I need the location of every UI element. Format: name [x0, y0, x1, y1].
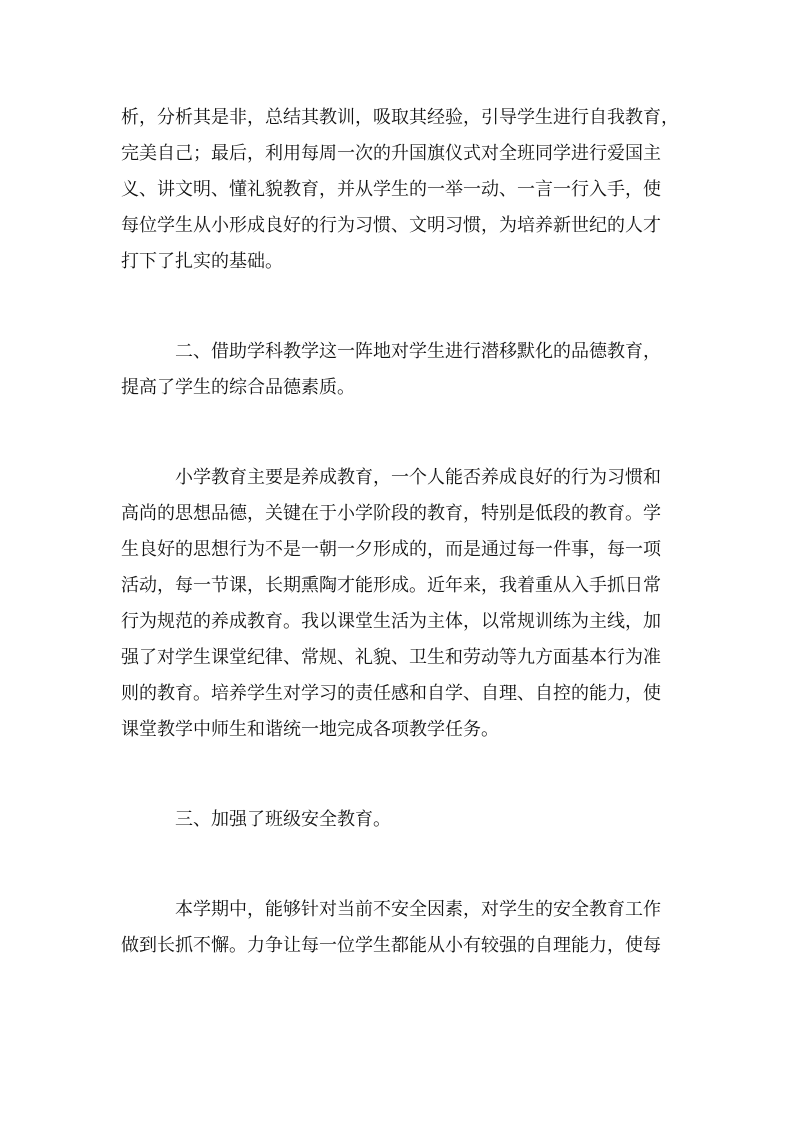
text-line: 每位学生从小形成良好的行为习惯、文明习惯，为培养新世纪的人才 — [121, 215, 661, 236]
section-heading-line: 二、借助学科教学这一阵地对学生进行潜移默化的品德教育， — [175, 341, 661, 362]
paragraph-1 — [121, 100, 679, 280]
text-line: 课堂教学中师生和谐统一地完成各项教学任务。 — [121, 719, 499, 740]
text-line: 高尚的思想品德，关键在于小学阶段的教育，特别是低段的教育。学 — [121, 503, 661, 524]
text-line: 本学期中，能够针对当前不安全因素，对学生的安全教育工作 — [175, 899, 661, 920]
paragraph-4-heading — [121, 802, 673, 838]
section-heading-line: 三、加强了班级安全教育。 — [175, 809, 391, 830]
text-line: 活动，每一节课，长期熏陶才能形成。近年来，我着重从入手抓日常 — [121, 575, 661, 596]
text-line: 义、讲文明、懂礼貌教育，并从学生的一举一动、一言一行入手，使 — [121, 179, 661, 200]
text-line: 小学教育主要是养成教育，一个人能否养成良好的行为习惯和 — [175, 467, 661, 488]
paragraph-5 — [121, 892, 673, 964]
document-body — [121, 100, 679, 964]
paragraph-spacer — [121, 406, 673, 460]
text-line: 析，分析其是非，总结其教训，吸取其经验，引导学生进行自我教育， — [121, 107, 679, 128]
paragraph-3 — [121, 460, 673, 748]
text-line: 做到长抓不懈。力争让每一位学生都能从小有较强的自理能力，使每 — [121, 935, 661, 956]
paragraph-spacer — [121, 748, 673, 802]
text-line: 打下了扎实的基础。 — [121, 251, 283, 272]
text-line: 强了对学生课堂纪律、常规、礼貌、卫生和劳动等九方面基本行为准 — [121, 647, 661, 668]
text-line: 行为规范的养成教育。我以课堂生活为主体，以常规训练为主线，加 — [121, 611, 661, 632]
text-line: 生良好的思想行为不是一朝一夕形成的，而是通过每一件事，每一项 — [121, 539, 661, 560]
paragraph-spacer — [121, 838, 673, 892]
paragraph-2-heading — [121, 334, 673, 406]
text-line: 则的教育。培养学生对学习的责任感和自学、自理、自控的能力，使 — [121, 683, 661, 704]
section-heading-line: 提高了学生的综合品德素质。 — [121, 377, 355, 398]
paragraph-spacer — [121, 280, 673, 334]
text-line: 完美自己；最后，利用每周一次的升国旗仪式对全班同学进行爱国主 — [121, 143, 661, 164]
